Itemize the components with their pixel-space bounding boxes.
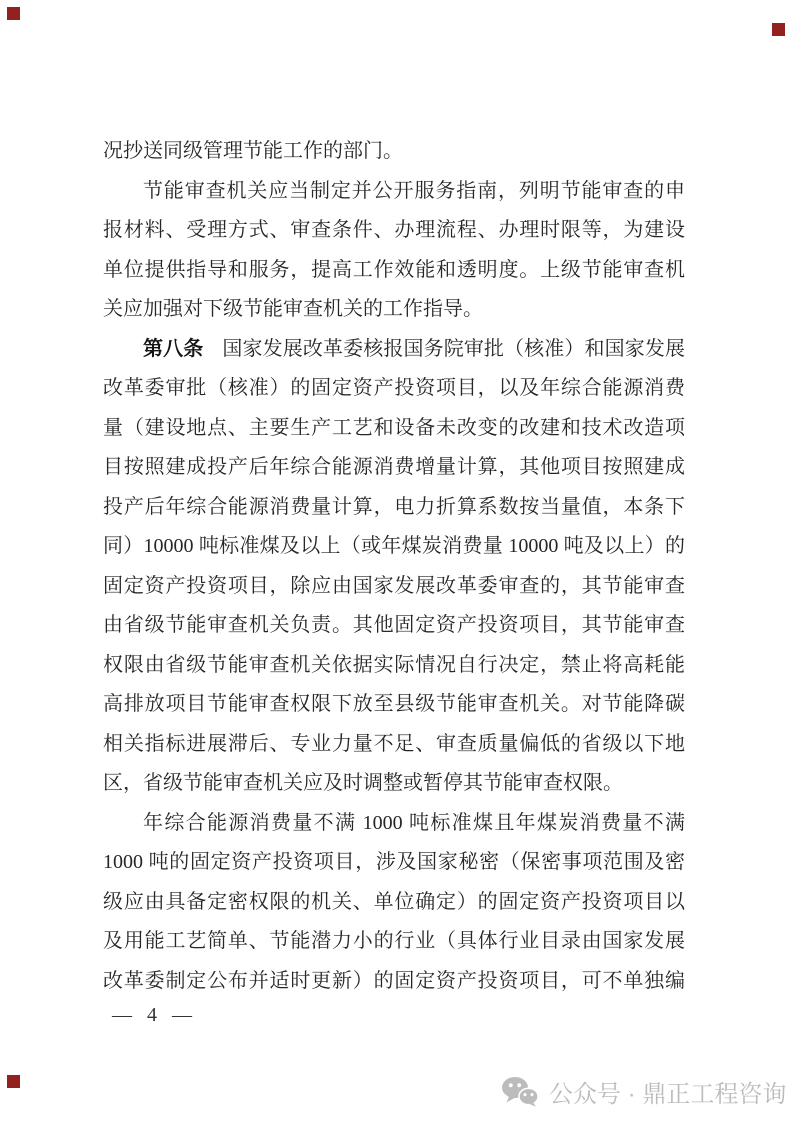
text-line: 改革委制定公布并适时更新）的固定资产投资项目，可不单独编 bbox=[103, 969, 685, 992]
text-line: 区，省级节能审查机关应及时调整或暂停其节能审查权限。 bbox=[103, 772, 623, 794]
red-marker-top-left bbox=[7, 7, 20, 20]
document-body bbox=[103, 132, 685, 1001]
text-line: 相关指标进展滞后、专业力量不足、审查质量偏低的省级以下地 bbox=[103, 732, 685, 755]
watermark-label: 公众号 · 鼎正工程咨询 bbox=[549, 1080, 787, 1108]
text-line: 第八条 国家发展改革委核报国务院审批（核准）和国家发展 bbox=[143, 337, 686, 360]
text-line: 权限由省级节能审查机关依据实际情况自行决定，禁止将高耗能 bbox=[103, 653, 685, 676]
red-marker-top-right bbox=[772, 23, 785, 36]
red-marker-bottom-left bbox=[7, 1075, 20, 1088]
text-line: 报材料、受理方式、审查条件、办理流程、办理时限等，为建设 bbox=[103, 219, 685, 241]
wechat-icon bbox=[501, 1076, 539, 1107]
article-number-label: 第八条 bbox=[143, 337, 204, 360]
text-line: 况抄送同级管理节能工作的部门。 bbox=[103, 140, 403, 162]
text-line: 关应加强对下级节能审查机关的工作指导。 bbox=[103, 298, 483, 320]
text-line: 目按照建成投产后年综合能源消费增量计算，其他项目按照建成 bbox=[103, 456, 685, 478]
text-line: 同）10000 吨标准煤及以上（或年煤炭消费量 10000 吨及以上）的 bbox=[103, 535, 685, 557]
text-line: 年综合能源消费量不满 1000 吨标准煤且年煤炭消费量不满 bbox=[143, 811, 685, 834]
text-line: 高排放项目节能审查权限下放至县级节能审查机关。对节能降碳 bbox=[103, 693, 685, 715]
text-line: 固定资产投资项目，除应由国家发展改革委审查的，其节能审查 bbox=[103, 574, 685, 597]
watermark bbox=[501, 1072, 786, 1110]
text-line: 节能审查机关应当制定并公开服务指南，列明节能审查的申 bbox=[143, 179, 685, 202]
text-line: 级应由具备定密权限的机关、单位确定）的固定资产投资项目以 bbox=[103, 890, 685, 913]
text-line: 由省级节能审查机关负责。其他固定资产投资项目，其节能审查 bbox=[103, 614, 685, 636]
text-line: 及用能工艺简单、节能潜力小的行业（具体行业目录由国家发展 bbox=[103, 930, 685, 952]
text-line: 投产后年综合能源消费量计算，电力折算系数按当量值，本条下 bbox=[103, 495, 685, 518]
text-line: 单位提供指导和服务，提高工作效能和透明度。上级节能审查机 bbox=[103, 258, 685, 281]
page-number: — 4 — bbox=[112, 1004, 197, 1026]
text-line: 改革委审批（核准）的固定资产投资项目，以及年综合能源消费 bbox=[103, 377, 685, 399]
text-line: 1000 吨的固定资产投资项目，涉及国家秘密（保密事项范围及密 bbox=[103, 851, 685, 873]
text-line: 量（建设地点、主要生产工艺和设备未改变的改建和技术改造项 bbox=[103, 416, 685, 439]
